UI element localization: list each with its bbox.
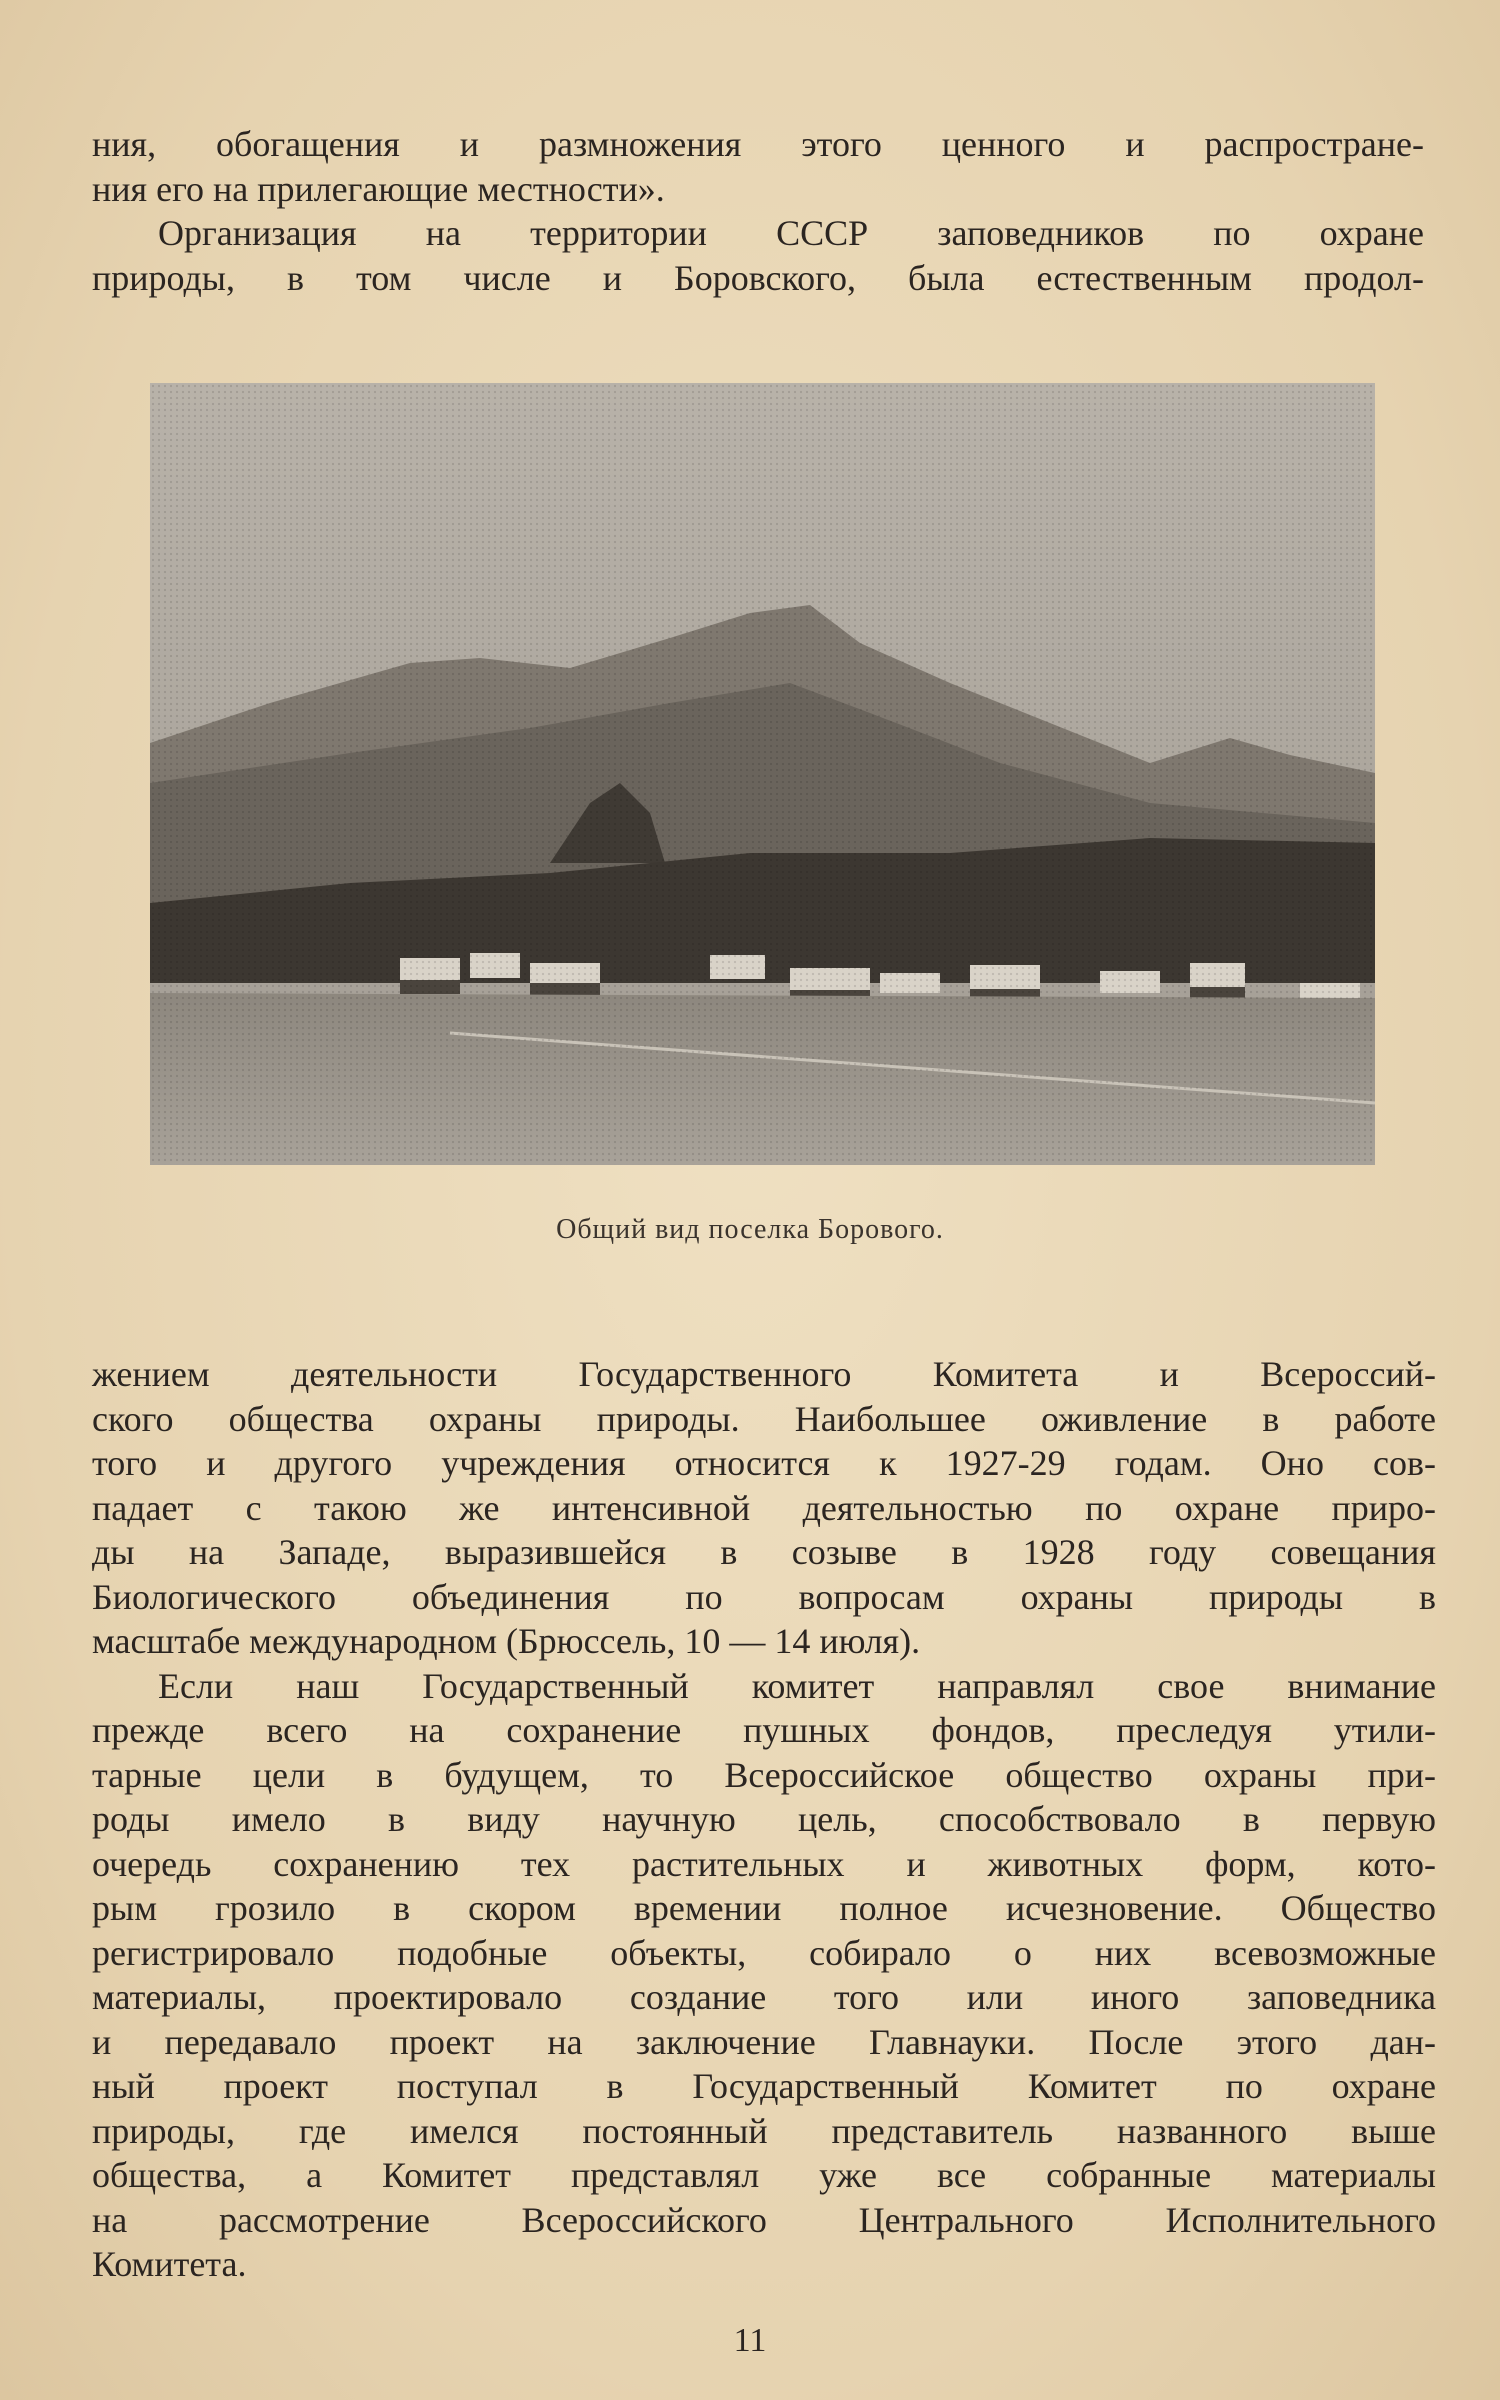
text-line: ния, обогащения и размножения этого ценного и распростране- bbox=[92, 124, 1424, 164]
text-line: того и другого учреждения относится к 1927-29 годам. Оно сов- bbox=[92, 1443, 1436, 1483]
text-line: масштабе международном (Брюссель, 10 — 14 июля). bbox=[92, 1621, 921, 1661]
text-line: Комитета. bbox=[92, 2244, 247, 2284]
text-line: Биологического объединения по вопросам охраны природы в bbox=[92, 1576, 1436, 1617]
text-line: роды имело в виду научную цель, способствовало в первую bbox=[92, 1799, 1436, 1839]
text-line: прежде всего на сохранение пушных фондов, преследуя утили- bbox=[92, 1710, 1436, 1750]
text-line: регистрировало подобные объекты, собирало о них всевозможные bbox=[92, 1932, 1436, 1973]
text-line: и передавало проект на заключение Главнауки. После этого дан- bbox=[92, 2021, 1436, 2062]
text-line: ского общества охраны природы. Наибольшее оживление в работе bbox=[92, 1398, 1436, 1439]
village-photo bbox=[150, 383, 1375, 1165]
text-line: общества, а Комитет представлял уже все собранные материалы bbox=[92, 2155, 1436, 2195]
text-line: тарные цели в будущем, то Всероссийское общество охраны при- bbox=[92, 1754, 1436, 1795]
text-block-top bbox=[92, 122, 1424, 300]
mountain-landscape-image bbox=[150, 383, 1375, 1165]
text-line: материалы, проектировало создание того или иного заповедника bbox=[92, 1977, 1436, 2017]
text-block-main bbox=[92, 1352, 1436, 2287]
text-line: природы, где имелся постоянный представитель названного выше bbox=[92, 2110, 1436, 2151]
text-line: ния его на прилегающие местности». bbox=[92, 168, 665, 209]
text-line: ный проект поступал в Государственный Комитет по охране bbox=[92, 2066, 1436, 2106]
text-line: Организация на территории СССР заповедников по охране bbox=[158, 213, 1424, 253]
text-line: рым грозило в скором времении полное исчезновение. Общество bbox=[92, 1888, 1436, 1928]
text-line: очередь сохранению тех растительных и животных форм, кото- bbox=[92, 1843, 1436, 1884]
text-line: падает с такою же интенсивной деятельностью по охране приро- bbox=[92, 1487, 1436, 1528]
text-line: природы, в том числе и Боровского, была естественным продол- bbox=[92, 257, 1424, 298]
text-line: Если наш Государственный комитет направлял свое внимание bbox=[158, 1665, 1436, 1706]
text-line: ды на Западе, выразившейся в созыве в 1928 году совещания bbox=[92, 1532, 1436, 1572]
text-line: жением деятельности Государственного Комитета и Всероссий- bbox=[92, 1354, 1436, 1394]
photo-caption: Общий вид поселка Борового. bbox=[556, 1214, 944, 1245]
text-line: на рассмотрение Всероссийского Центрального Исполнительного bbox=[92, 2199, 1436, 2240]
page-number: 11 bbox=[733, 2322, 767, 2359]
